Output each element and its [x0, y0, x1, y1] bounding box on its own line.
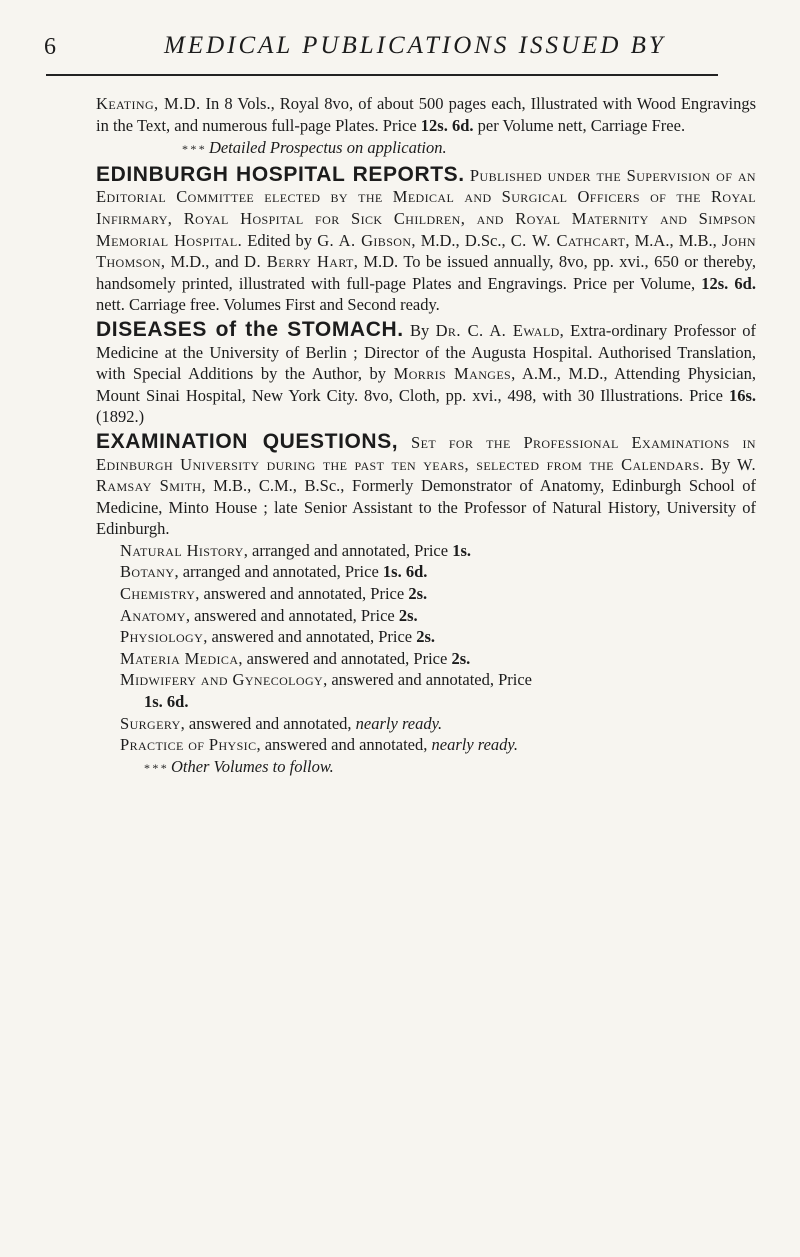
list-item: Physiology, answered and annotated, Price 2s.	[120, 627, 436, 647]
publisher-info: Published under the Supervision of an Editorial Committee elected by the Medical and Surgical Officers of the Royal Infirmary, Royal Hospital for Sick Children, and Royal Maternity and Simpson Memorial Hospital.	[96, 165, 757, 250]
list-item: Botany, arranged and annotated, Price 1s. 6d.	[120, 562, 428, 582]
entry-text: (1892.)	[96, 407, 145, 427]
entry-text: By	[704, 454, 738, 474]
list-item: Surgery, answered and annotated, nearly ready.	[120, 713, 443, 733]
editor-name: John Thomson	[96, 230, 756, 272]
price: 12s. 6d.	[420, 115, 474, 135]
author-name: W. Ramsay Smith	[96, 454, 756, 496]
list-item: Chemistry, answered and annotated, Price 2s.	[120, 584, 428, 604]
entry-title: EDINBURGH HOSPITAL REPORTS.	[96, 162, 465, 186]
editor-name: G. A. Gibson	[317, 230, 412, 250]
entry-text: , M.D., and	[160, 252, 245, 272]
entry-text: , M.A., M.B.,	[625, 230, 722, 250]
author-name: Keating, M.D.	[96, 94, 201, 113]
editor-name: D. Berry Hart	[244, 252, 354, 272]
translator-name: Morris Manges	[393, 364, 512, 384]
asterism: * * *	[144, 760, 167, 775]
entry-text: , Extra-ordinary Professor of Medicine at the University of Berlin ; Director of the Augusta Hospital. Authorised Translation, with Special Additions by the Author, by	[96, 320, 756, 384]
page-content	[96, 90, 756, 779]
list-item-continuation: 1s. 6d.	[144, 692, 189, 712]
entry-text: , M.D., D.Sc.,	[411, 230, 511, 250]
header-rule	[46, 74, 718, 76]
entry-keating	[96, 93, 756, 161]
entry-examination-questions	[96, 431, 756, 780]
note-text: Other Volumes to follow.	[170, 756, 334, 776]
entry-edinburgh-hospital-reports	[96, 164, 756, 316]
page-header	[44, 30, 760, 70]
entry-text: In 8 Vols., Royal 8vo, of about 500 pages each, Illustrated with Wood Engravings in the Text, and numerous full-page Plates. Price	[96, 94, 756, 135]
entry-text: , M.D. To be issued annually, 8vo, pp. xvi., 650 or thereby, handsomely printed, illustrated with full-page Plates and Engravings. Price per Volume,	[96, 252, 756, 293]
entry-text: Edited by	[242, 230, 318, 250]
prospectus-note	[96, 137, 756, 161]
entry-title: DISEASES of the STOMACH.	[96, 317, 404, 341]
entry-text: By	[403, 320, 436, 340]
list-item: Anatomy, answered and annotated, Price 2s.	[120, 605, 418, 625]
entry-text: nett. Carriage free. Volumes First and Second ready.	[96, 295, 440, 315]
running-title: MEDICAL PUBLICATIONS ISSUED BY	[164, 32, 666, 59]
asterism: * * *	[182, 142, 205, 157]
list-item: Practice of Physic, answered and annotated, nearly ready.	[120, 735, 518, 755]
publisher-info: Set for the Professional Examinations in Edinburgh University during the past ten years, selected from the Calendars.	[96, 432, 756, 474]
author-name: Dr. C. A. Ewald	[435, 320, 560, 340]
entry-text: , A.M., M.D., Attending Physician, Mount Sinai Hospital, New York City. 8vo, Cloth, pp. xvi., 498, with 30 Illustrations. Price	[96, 364, 756, 405]
note-text: Detailed Prospectus on application.	[208, 138, 447, 158]
price: 16s.	[728, 385, 756, 405]
entry-text: per Volume nett, Carriage Free.	[473, 115, 686, 135]
subject-list	[96, 540, 756, 780]
entry-diseases-of-the-stomach	[96, 319, 756, 428]
page-number: 6	[44, 34, 56, 60]
list-item: Natural History, arranged and annotated, Price 1s.	[120, 540, 471, 560]
list-item: Midwifery and Gynecology, answered and annotated, Price	[120, 670, 533, 690]
editor-name: C. W. Cathcart	[510, 230, 626, 250]
entry-title: EXAMINATION QUESTIONS,	[96, 429, 399, 453]
list-item: Materia Medica, answered and annotated, Price 2s.	[120, 648, 471, 668]
price: 12s. 6d.	[701, 273, 756, 293]
entry-text: , M.B., C.M., B.Sc., Formerly Demonstrator of Anatomy, Edinburgh School of Medicine, Minto House ; late Senior Assistant to the Professor of Natural History, University of Edinburgh.	[96, 476, 756, 539]
other-volumes-note	[120, 756, 756, 780]
